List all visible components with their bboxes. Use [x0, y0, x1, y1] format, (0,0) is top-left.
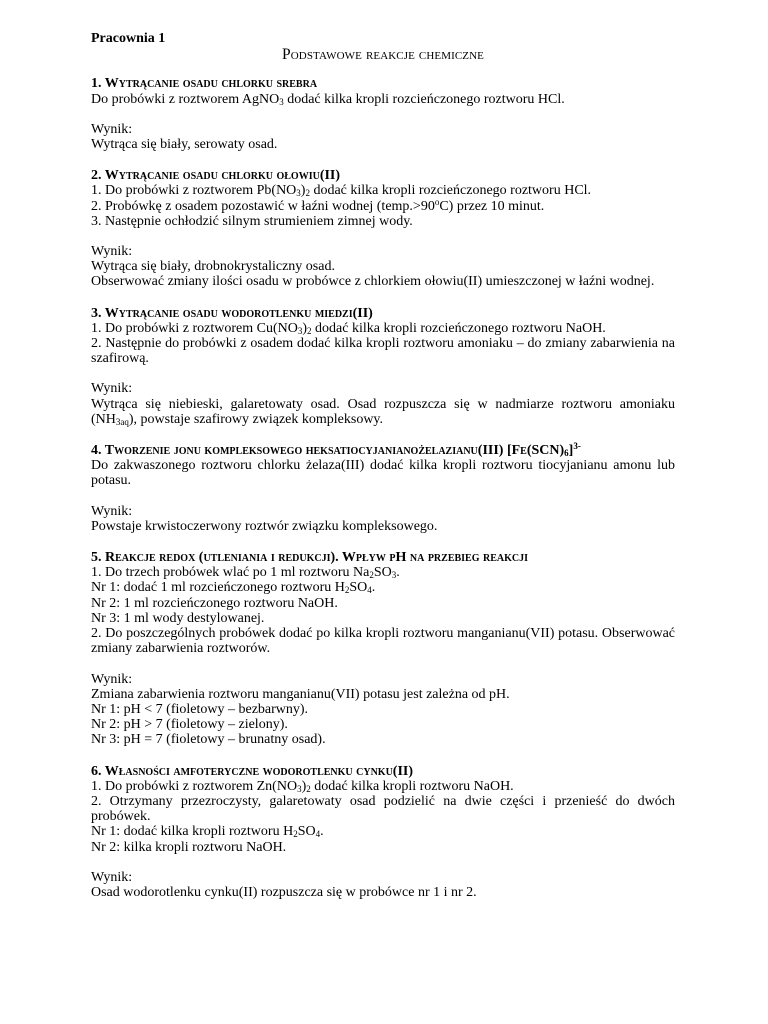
text-run: Nr 1: dodać kilka kropli roztworu H — [91, 824, 294, 840]
section-3 — [91, 306, 675, 427]
text-run: ] — [568, 443, 574, 459]
section-2-result-1: Wytrąca się biały, drobnokrystaliczny osad. — [91, 259, 335, 275]
text-run: SO — [297, 824, 316, 840]
subscript: 2 — [307, 325, 312, 336]
section-4-result-label: Wynik: — [91, 503, 133, 519]
text-run: dodać kilka kropli rozcieńczonego roztworu HCl. — [309, 183, 592, 199]
section-1 — [91, 76, 675, 152]
section-5-result-2: Nr 1: pH < 7 (fioletowy – bezbarwny). — [91, 701, 309, 717]
text-run: Wytrąca się niebieski, galaretowaty osad. Osad rozpuszcza się w nadmiarze roztworu amoniaku (NH — [91, 396, 675, 427]
subscript: 2 — [305, 188, 310, 199]
section-5 — [91, 550, 675, 747]
text-run: ) — [301, 778, 307, 794]
subscript: 4 — [315, 829, 321, 840]
text-run: . — [371, 580, 376, 596]
section-5-tube-3: Nr 3: 1 ml wody destylowanej. — [91, 610, 265, 626]
section-5-tube-2: Nr 2: 1 ml rozcieńczonego roztworu NaOH. — [91, 595, 338, 611]
section-1-result-label: Wynik: — [91, 121, 133, 137]
section-5-result-label: Wynik: — [91, 671, 133, 687]
section-4 — [91, 443, 675, 534]
subscript: 3 — [297, 325, 303, 336]
section-5-tube-1 — [91, 580, 675, 595]
subscript: 3aq — [115, 416, 129, 427]
section-1-heading: 1. Wytrącanie osadu chlorku srebra — [91, 76, 318, 92]
superscript: o — [434, 196, 440, 207]
text-run: ) — [300, 183, 306, 199]
document-title: Podstawowe reakcje chemiczne — [282, 46, 484, 64]
section-5-result-4: Nr 3: pH = 7 (fioletowy – brunatny osad). — [91, 732, 326, 748]
section-1-step — [91, 92, 675, 107]
text-run: . — [320, 824, 324, 840]
subscript: 2 — [344, 585, 350, 596]
section-3-result — [91, 397, 675, 427]
text-run: 1. Do probówki z roztworem Cu(NO — [91, 320, 298, 336]
section-3-step-2: 2. Następnie do probówki z osadem dodać kilka kropli roztworu amoniaku – do zmiany zabarwienia na szafirową. — [91, 336, 675, 367]
section-2-heading: 2. Wytrącanie osadu chlorku ołowiu(II) — [91, 168, 341, 184]
text-run: 2. Probówkę z osadem pozostawić w łaźni wodnej (temp.>90 — [91, 198, 435, 214]
section-6-step-1 — [91, 779, 675, 794]
text-run: 1. Do probówki z roztworem Zn(NO — [91, 778, 298, 794]
section-6-tube-2: Nr 2: kilka kropli roztworu NaOH. — [91, 839, 287, 855]
section-6 — [91, 764, 675, 901]
subscript: 6 — [564, 448, 569, 459]
text-run: ), powstaje szafirowy związek kompleksowy. — [128, 411, 384, 427]
section-5-heading: 5. Reakcje redox (utleniania i redukcji). Wpływ pH na przebieg reakcji — [91, 550, 529, 566]
text-run: 4. Tworzenie jonu kompleksowego heksatiocyjanianożelazianu(III) [Fe(SCN) — [91, 443, 565, 459]
section-4-step: Do zakwaszonego roztworu chlorku żelaza(III) dodać kilka kropli roztworu tiocyjanianu amonu lub potasu. — [91, 458, 675, 489]
section-2-step-3: 3. Następnie ochłodzić silnym strumieniem zimnej wody. — [91, 213, 413, 229]
subscript: 3 — [279, 96, 284, 107]
section-5-step-2: 2. Do poszczególnych probówek dodać po kilka kropli roztworu manganianu(VII) potasu. Obserwować zmiany zabarwienia roztworów. — [91, 626, 675, 657]
text-run: Do probówki z roztworem AgNO — [91, 91, 280, 107]
subscript: 2 — [293, 829, 298, 840]
lab-label: Pracownia 1 — [91, 31, 166, 46]
section-2 — [91, 168, 675, 289]
text-run: ) — [302, 320, 308, 336]
document-page — [91, 31, 675, 916]
section-6-result-label: Wynik: — [91, 869, 133, 885]
text-run: dodać kilka kropli rozcieńczonego roztworu NaOH. — [311, 320, 606, 336]
section-5-step-1 — [91, 565, 675, 580]
text-run: 1. Do probówki z roztworem Pb(NO — [91, 183, 297, 199]
subscript: 2 — [369, 570, 374, 581]
section-1-result: Wytrąca się biały, serowaty osad. — [91, 137, 278, 153]
superscript: 3- — [573, 441, 581, 452]
section-3-result-label: Wynik: — [91, 381, 133, 397]
subscript: 3 — [391, 570, 397, 581]
section-3-step-1 — [91, 321, 675, 336]
section-5-result-1: Zmiana zabarwienia roztworu manganianu(VII) potasu jest zależna od pH. — [91, 686, 510, 702]
section-6-step-2: 2. Otrzymany przezroczysty, galaretowaty osad podzielić na dwie części i przenieść do dwóch probówek. — [91, 793, 675, 825]
section-4-result: Powstaje krwistoczerwony roztwór związku kompleksowego. — [91, 518, 438, 534]
subscript: 4 — [367, 585, 372, 596]
section-6-result: Osad wodorotlenku cynku(II) rozpuszcza się w probówce nr 1 i nr 2. — [91, 884, 477, 900]
subscript: 2 — [306, 783, 311, 794]
section-2-result-label: Wynik: — [91, 244, 133, 260]
text-run: SO — [349, 580, 368, 596]
text-run: 1. Do trzech probówek wlać po 1 ml roztworu Na — [91, 565, 370, 581]
text-run: SO — [373, 565, 392, 581]
section-2-step-1 — [91, 183, 675, 198]
section-2-step-2 — [91, 196, 675, 214]
subscript: 3 — [297, 783, 302, 794]
text-run: C) przez 10 minut. — [439, 198, 545, 214]
text-run: Nr 1: dodać 1 ml rozcieńczonego roztworu H — [91, 580, 345, 596]
section-6-tube-1 — [91, 824, 675, 839]
text-run: dodać kilka kropli roztworu NaOH. — [310, 778, 514, 794]
text-run: dodać kilka kropli rozcieńczonego roztworu HCl. — [283, 91, 565, 107]
section-4-heading — [91, 443, 675, 458]
section-2-result-2: Obserwować zmiany ilości osadu w probówce z chlorkiem ołowiu(II) umieszczonej w łaźni wodnej. — [91, 274, 655, 290]
section-5-result-3: Nr 2: pH > 7 (fioletowy – zielony). — [91, 717, 288, 733]
subscript: 3 — [296, 188, 301, 199]
text-run: . — [396, 565, 400, 581]
section-6-heading: 6. Własności amfoteryczne wodorotlenku cynku(II) — [91, 763, 414, 779]
section-3-heading: 3. Wytrącanie osadu wodorotlenku miedzi(II) — [91, 305, 373, 321]
